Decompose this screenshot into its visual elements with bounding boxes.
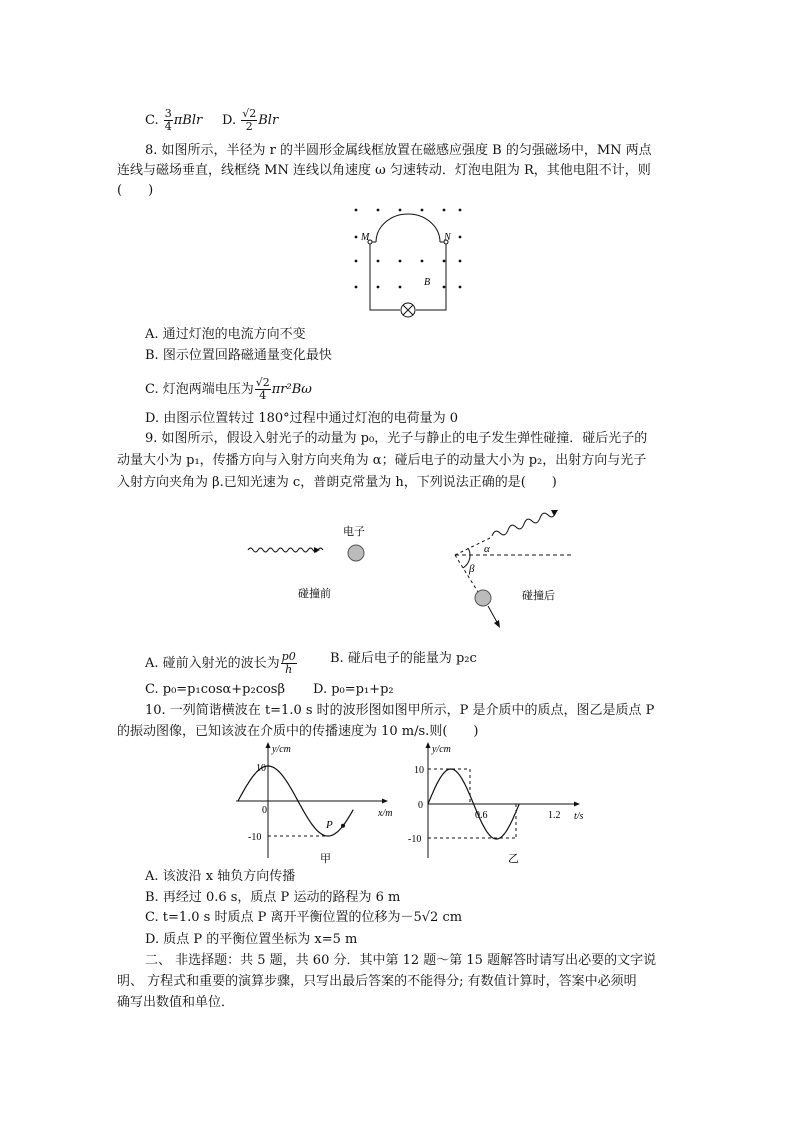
q9-option-c: C. p₀=p₁cosα+p₂cosβ	[145, 682, 285, 697]
label-b: B	[424, 277, 431, 288]
yi-tick-0: 0	[418, 800, 423, 811]
q10-option-b: B. 再经过 0.6 s，质点 P 运动的路程为 6 m	[145, 890, 401, 905]
q9-option-a	[145, 651, 298, 676]
alpha-label: α	[484, 543, 490, 555]
electron-label: 电子	[343, 526, 365, 538]
q10-stem-line1: 10. 一列简谐横波在 t=1.0 s 时的波形图如图甲所示，P 是介质中的质点，图乙是质点 P	[145, 703, 655, 718]
section2-line2: 明、 方程式和重要的演算步骤，只写出最后答案的不能得分; 有数值计算时，答案中必须明	[117, 974, 637, 989]
magnetic-field-dots	[355, 209, 462, 289]
lamp-icon	[401, 303, 415, 317]
q8-option-c-tail: πr²Bω	[271, 382, 312, 397]
q9-stem-line2: 动量大小为 p₁，传播方向与入射方向夹角为 α；碰后电子的动量大小为 p₂，出射方向与光子	[117, 453, 647, 468]
jia-ylabel: y/cm	[272, 744, 291, 755]
q10-option-c: C. t=1.0 s 时质点 P 离开平衡位置的位移为－5√2 cm	[145, 910, 463, 925]
q7-option-d-label: D.	[222, 113, 237, 128]
electron-before	[348, 545, 364, 561]
q9-option-a-text: A. 碰前入射光的波长为	[145, 656, 280, 671]
yi-tick-10: 10	[414, 765, 424, 776]
q7-option-d-tail: Blr	[258, 113, 279, 128]
jia-tick-10: 10	[256, 763, 266, 774]
jia-point-p	[341, 824, 345, 828]
incident-photon-wave	[248, 548, 323, 552]
q9-option-b: B. 碰后电子的能量为 p₂c	[330, 651, 477, 666]
q10-stem-line2: 的振动图像，已知该波在介质中的传播速度为 10 m/s.则( )	[117, 724, 479, 739]
q8-stem-line1: 8. 如图所示，半径为 r 的半圆形金属线框放置在磁感应强度 B 的匀强磁场中，MN 两点	[145, 143, 652, 158]
q9-stem-line1: 9. 如图所示，假设入射光子的动量为 p₀，光子与静止的电子发生弹性碰撞．碰后光子的	[145, 431, 648, 446]
label-m: M	[361, 232, 370, 243]
q7-option-c-fraction: $\frac{3}{4}$	[164, 107, 172, 133]
wave-graph-jia	[228, 738, 400, 868]
q8-circuit-figure	[340, 200, 480, 320]
q9-stem-line3: 入射方向夹角为 β.已知光速为 c，普朗克常量为 h，下列说法正确的是( )	[117, 475, 557, 490]
yi-ylabel: y/cm	[432, 744, 451, 755]
q7-option-d	[222, 108, 278, 133]
q8-option-a: A. 通过灯泡的电流方向不变	[145, 327, 306, 342]
q10-option-d: D. 质点 P 的平衡位置坐标为 x=5 m	[145, 932, 358, 947]
yi-tick-12: 1.2	[548, 810, 561, 821]
q9-option-a-fraction: $\frac{p0}{h}$	[281, 650, 296, 676]
vibration-graph-yi	[400, 738, 590, 868]
q8-option-c	[145, 377, 312, 402]
beta-label: β	[469, 563, 475, 575]
q9-option-d: D. p₀=p₁+p₂	[313, 682, 394, 697]
jia-tick-0: 0	[262, 805, 267, 816]
yi-xlabel: t/s	[574, 811, 584, 822]
label-n: N	[444, 232, 451, 243]
jia-xlabel: x/m	[378, 808, 393, 819]
q7-option-c-label: C.	[145, 113, 159, 128]
electron-path-dashed	[455, 555, 478, 592]
section2-line1: 二、 非选择题：共 5 题，共 60 分．其中第 12 题～第 15 题解答时请写出必要的文字说	[145, 953, 657, 968]
q8-option-c-fraction: $\frac{√2}{4}$	[255, 376, 270, 402]
q7-option-d-fraction: $\frac{√2}{2}$	[242, 107, 257, 133]
incident-arrow	[314, 547, 320, 553]
q7-option-c	[145, 108, 202, 133]
q9-compton-figure	[240, 500, 580, 635]
yi-tick-06: 0.6	[475, 810, 488, 821]
q8-option-b: B. 图示位置回路磁通量变化最快	[145, 348, 332, 363]
semicircle-wire	[376, 214, 440, 242]
after-label: 碰撞后	[522, 590, 555, 602]
electron-after	[475, 590, 491, 606]
q10-option-a: A. 该波沿 x 轴负方向传播	[145, 869, 296, 884]
yi-tick-neg10: -10	[408, 834, 422, 845]
scattered-photon-wave	[492, 512, 556, 536]
jia-tick-neg10: -10	[248, 832, 262, 843]
yi-title: 乙	[508, 853, 519, 865]
section2-line3: 确写出数值和单位．	[117, 995, 235, 1010]
before-label: 碰撞前	[298, 588, 331, 600]
jia-title: 甲	[320, 853, 331, 865]
jia-point-label: P	[326, 819, 333, 831]
q8-stem-line3: ( )	[117, 183, 154, 198]
scattered-photon-arrow	[551, 510, 558, 516]
q8-option-d: D. 由图示位置转过 180°过程中通过灯泡的电荷量为 0	[145, 411, 459, 426]
q7-option-c-tail: πBlr	[173, 113, 203, 128]
electron-velocity-arrow	[488, 606, 498, 624]
q8-option-c-text: C. 灯泡两端电压为	[145, 382, 254, 397]
q8-stem-line2: 连线与磁场垂直，线框绕 MN 连线以角速度 ω 匀速转动．灯泡电阻为 R，其他电阻不计，则	[117, 163, 651, 178]
alpha-arc	[468, 548, 470, 555]
circuit-wire	[370, 242, 446, 310]
